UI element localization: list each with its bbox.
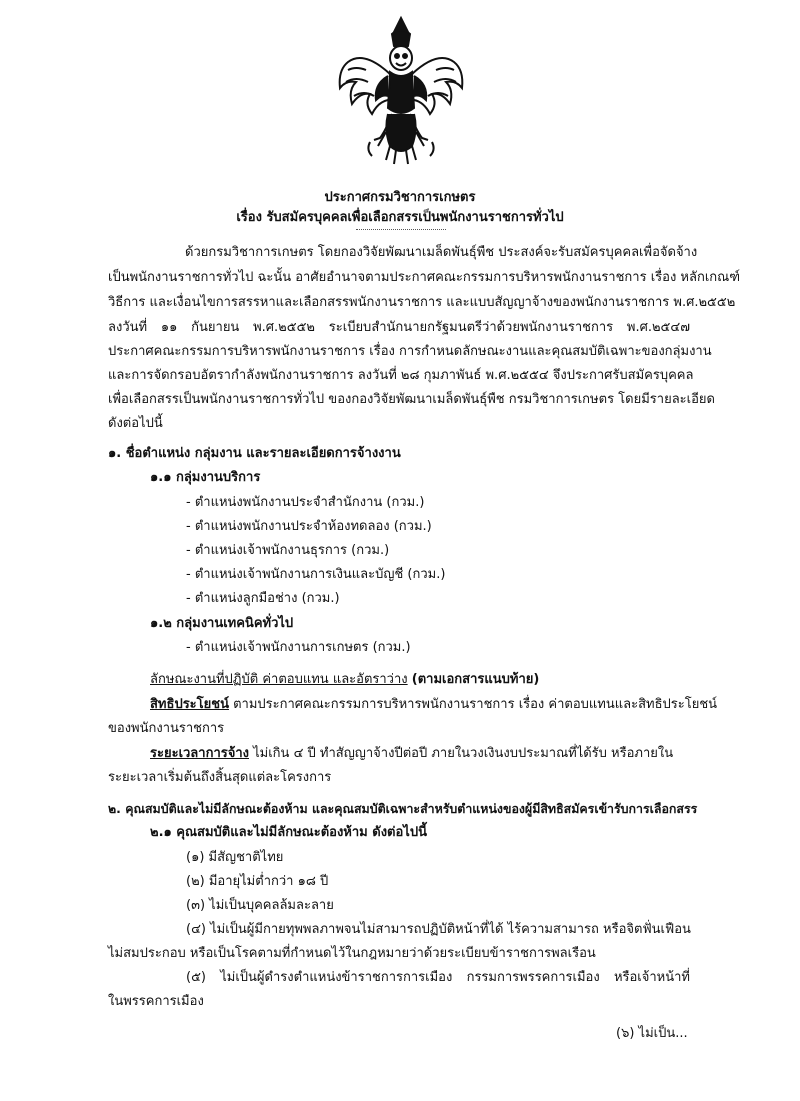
qualification-item-cont: ในพรรคการเมือง xyxy=(108,994,204,1009)
period-text-cont: ระยะเวลาเริ่มต้นถึงสิ้นสุดแต่ละโครงการ xyxy=(108,770,332,785)
qualification-item: (๒) มีอายุไม่ต่ำกว่า ๑๘ ปี xyxy=(186,874,329,889)
qualification-item-cont: ไม่สมประกอบ หรือเป็นโรคตามที่กำหนดไว้ในกฎหมายว่าด้วยระเบียบข้าราชการพลเรือน xyxy=(108,946,596,961)
qualification-item: (๑) มีสัญชาติไทย xyxy=(186,850,284,865)
work-nature-line xyxy=(150,672,539,688)
title-divider xyxy=(356,229,446,230)
position-item: - ตำแหน่งลูกมือช่าง (กวม.) xyxy=(186,591,340,606)
intro-line: วิธีการ และเงื่อนไขการสรรหาและเลือกสรรพนักงานราชการ และแบบสัญญาจ้างของพนักงานราชการ พ.ศ.๒๕๕๒ xyxy=(108,295,736,310)
group-2-label: ๑.๒ กลุ่มงานเทคนิคทั่วไป xyxy=(150,616,294,631)
benefits-label: สิทธิประโยชน์ xyxy=(150,697,229,712)
garuda-emblem xyxy=(326,10,476,170)
qualification-item: (๕) ไม่เป็นผู้ดำรงตำแหน่งข้าราชการการเมือง กรรมการพรรคการเมือง หรือเจ้าหน้าที่ xyxy=(186,970,690,985)
position-item: - ตำแหน่งเจ้าพนักงานการเกษตร (กวม.) xyxy=(186,640,411,655)
qualification-item: (๓) ไม่เป็นบุคคลล้มละลาย xyxy=(186,898,334,913)
group-1-label: ๑.๑ กลุ่มงานบริการ xyxy=(150,470,261,485)
intro-line: เป็นพนักงานราชการทั่วไป ฉะนั้น อาศัยอำนาจตามประกาศคณะกรรมการบริหารพนักงานราชการ เรื่อง หลักเกณฑ์ xyxy=(108,270,740,285)
document-subject: เรื่อง รับสมัครบุคคลเพื่อเลือกสรรเป็นพนักงานราชการทั่วไป xyxy=(236,210,564,225)
period-line xyxy=(150,746,673,762)
intro-line: ประกาศคณะกรรมการบริหารพนักงานราชการ เรื่อง การกำหนดลักษณะงานและคุณสมบัติเฉพาะของกลุ่มงาน xyxy=(108,344,712,359)
period-label: ระยะเวลาการจ้าง xyxy=(150,746,249,761)
page-continuation: (๖) ไม่เป็น... xyxy=(616,1026,688,1041)
position-item: - ตำแหน่งเจ้าพนักงานการเงินและบัญชี (กวม.) xyxy=(186,567,446,582)
document-title: ประกาศกรมวิชาการเกษตร xyxy=(324,190,476,205)
qualification-item: (๔) ไม่เป็นผู้มีกายทุพพลภาพจนไม่สามารถปฏิบัติหน้าที่ได้ ไร้ความสามารถ หรือจิตฟั่นเฟือน xyxy=(186,922,691,937)
benefits-text: ตามประกาศคณะกรรมการบริหารพนักงานราชการ เรื่อง ค่าตอบแทนและสิทธิประโยชน์ xyxy=(228,697,718,712)
position-item: - ตำแหน่งพนักงานประจำห้องทดลอง (กวม.) xyxy=(186,519,432,534)
intro-line: ดังต่อไปนี้ xyxy=(108,416,163,431)
position-item: - ตำแหน่งเจ้าพนักงานธุรการ (กวม.) xyxy=(186,543,390,558)
intro-line: และการจัดกรอบอัตรากำลังพนักงานราชการ ลงวันที่ ๒๘ กุมภาพันธ์ พ.ศ.๒๕๕๔ จึงประกาศรับสมัครบุคคล xyxy=(108,368,694,383)
position-item: - ตำแหน่งพนักงานประจำสำนักงาน (กวม.) xyxy=(186,495,425,510)
benefits-line xyxy=(150,697,717,713)
section-2-heading: ๒. คุณสมบัติและไม่มีลักษณะต้องห้าม และคุณสมบัติเฉพาะสำหรับตำแหน่งของผู้มีสิทธิสมัครเข้ารับการเลือกสรร xyxy=(108,801,698,816)
intro-line: ลงวันที่ ๑๑ กันยายน พ.ศ.๒๕๕๒ ระเบียบสำนักนายกรัฐมนตรีว่าด้วยพนักงานราชการ พ.ศ.๒๕๔๗ xyxy=(108,320,690,335)
benefits-text-cont: ของพนักงานราชการ xyxy=(108,721,225,736)
intro-line: เพื่อเลือกสรรเป็นพนักงานราชการทั่วไป ของกองวิจัยพัฒนาเมล็ดพันธุ์พืช กรมวิชาการเกษตร โดยมีรายละเอียด xyxy=(108,392,715,407)
section-1-heading: ๑. ชื่อตำแหน่ง กลุ่มงาน และรายละเอียดการจ้างงาน xyxy=(108,446,401,461)
intro-line: ด้วยกรมวิชาการเกษตร โดยกองวิจัยพัฒนาเมล็ดพันธุ์พืช ประสงค์จะรับสมัครบุคคลเพื่อจัดจ้าง xyxy=(185,245,698,260)
period-text: ไม่เกิน ๔ ปี ทำสัญญาจ้างปีต่อปี ภายในวงเงินงบประมาณที่ได้รับ หรือภายใน xyxy=(249,746,674,761)
work-nature-note: (ตามเอกสารแนบท้าย) xyxy=(411,672,540,687)
section-2-1-heading: ๒.๑ คุณสมบัติและไม่มีลักษณะต้องห้าม ดังต่อไปนี้ xyxy=(150,825,427,840)
work-nature-label: ลักษณะงานที่ปฏิบัติ ค่าตอบแทน และอัตราว่าง xyxy=(150,672,408,687)
